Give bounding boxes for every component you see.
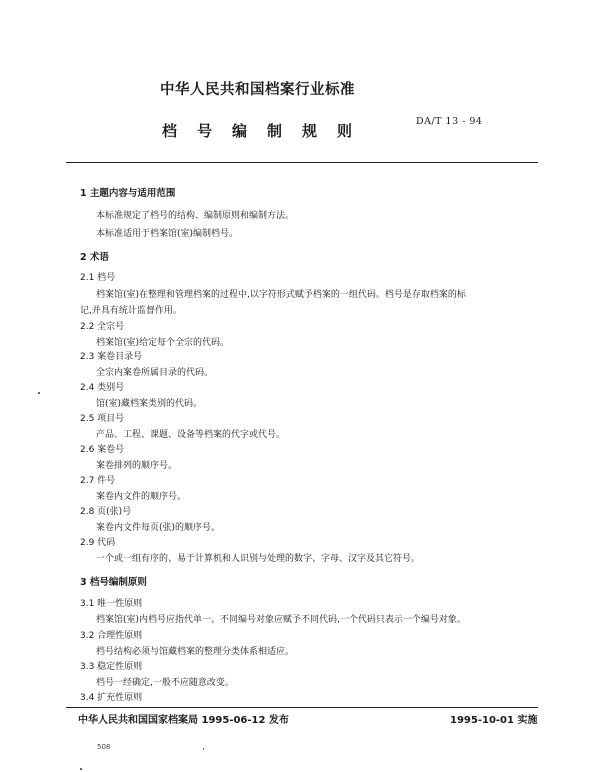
term-2-5-desc: 产品、工程、课题、设备等档案的代字或代号。 — [96, 430, 286, 440]
term-2-4-label: 2.4 类别号 — [80, 383, 125, 393]
standard-organization: 中华人民共和国档案行业标准 — [160, 82, 355, 98]
term-2-8-label: 2.8 页(张)号 — [80, 507, 132, 517]
page-number: 508 — [97, 743, 111, 751]
section-3-heading: 3 档号编制原则 — [80, 577, 147, 588]
standard-code: DA/T 13 - 94 — [416, 116, 483, 127]
term-2-2-label: 2.2 全宗号 — [80, 322, 125, 332]
top-rule — [66, 162, 538, 163]
scan-speck — [203, 748, 204, 750]
term-2-1-label: 2.1 档号 — [80, 273, 116, 283]
rule-3-3-label: 3.3 稳定性原则 — [80, 662, 143, 672]
term-2-1-line-1: 档案馆(室)在整理和管理档案的过程中,以字符形式赋予档案的一组代码。档号是存取档案的标 — [96, 290, 466, 300]
document-title: 档号编制规则 — [162, 122, 373, 140]
term-2-8-desc: 案卷内文件每页(张)的顺序号。 — [96, 523, 221, 533]
rule-3-3-desc: 档号一经确定,一般不应随意改变。 — [96, 678, 234, 688]
section-1-paragraph-1: 本标准规定了档号的结构、编制原则和编制方法。 — [96, 211, 295, 221]
section-2-heading: 2 术语 — [80, 252, 109, 263]
scan-speck — [38, 392, 40, 394]
section-1-heading: 1 主题内容与适用范围 — [80, 188, 176, 199]
issue-statement: 中华人民共和国国家档案局 1995-06-12 发布 — [78, 715, 289, 726]
section-1-paragraph-2: 本标准适用于档案馆(室)编制档号。 — [96, 229, 239, 239]
term-2-2-desc: 档案馆(室)给定每个全宗的代码。 — [96, 338, 230, 348]
term-2-1-line-2: 记,并具有统计监督作用。 — [80, 306, 182, 316]
rule-3-2-desc: 档号结构必须与馆藏档案的整理分类体系相适应。 — [96, 647, 295, 657]
term-2-4-desc: 馆(室)藏档案类别的代码。 — [96, 399, 203, 409]
term-2-5-label: 2.5 项目号 — [80, 414, 125, 424]
term-2-9-desc: 一个或一组有序的、易于计算机和人识别与处理的数字、字母、汉字及其它符号。 — [96, 554, 421, 564]
bottom-rule — [66, 707, 538, 708]
term-2-3-label: 2.3 案卷目录号 — [80, 352, 143, 362]
rule-3-1-label: 3.1 唯一性原则 — [80, 599, 143, 609]
term-2-6-label: 2.6 案卷号 — [80, 445, 125, 455]
effective-date: 1995-10-01 实施 — [450, 715, 538, 726]
rule-3-4-label: 3.4 扩充性原则 — [80, 693, 143, 703]
rule-3-2-label: 3.2 合理性原则 — [80, 631, 143, 641]
term-2-7-desc: 案卷内文件的顺序号。 — [96, 492, 187, 502]
term-2-3-desc: 全宗内案卷所属目录的代码。 — [96, 368, 214, 378]
term-2-6-desc: 案卷排列的顺序号。 — [96, 461, 178, 471]
term-2-7-label: 2.7 件号 — [80, 476, 116, 486]
scan-speck — [80, 768, 82, 770]
term-2-9-label: 2.9 代码 — [80, 538, 116, 548]
rule-3-1-desc: 档案馆(室)内档号应指代单一。不同编号对象应赋予不同代码,一个代码只表示一个编号对象。 — [96, 615, 466, 625]
